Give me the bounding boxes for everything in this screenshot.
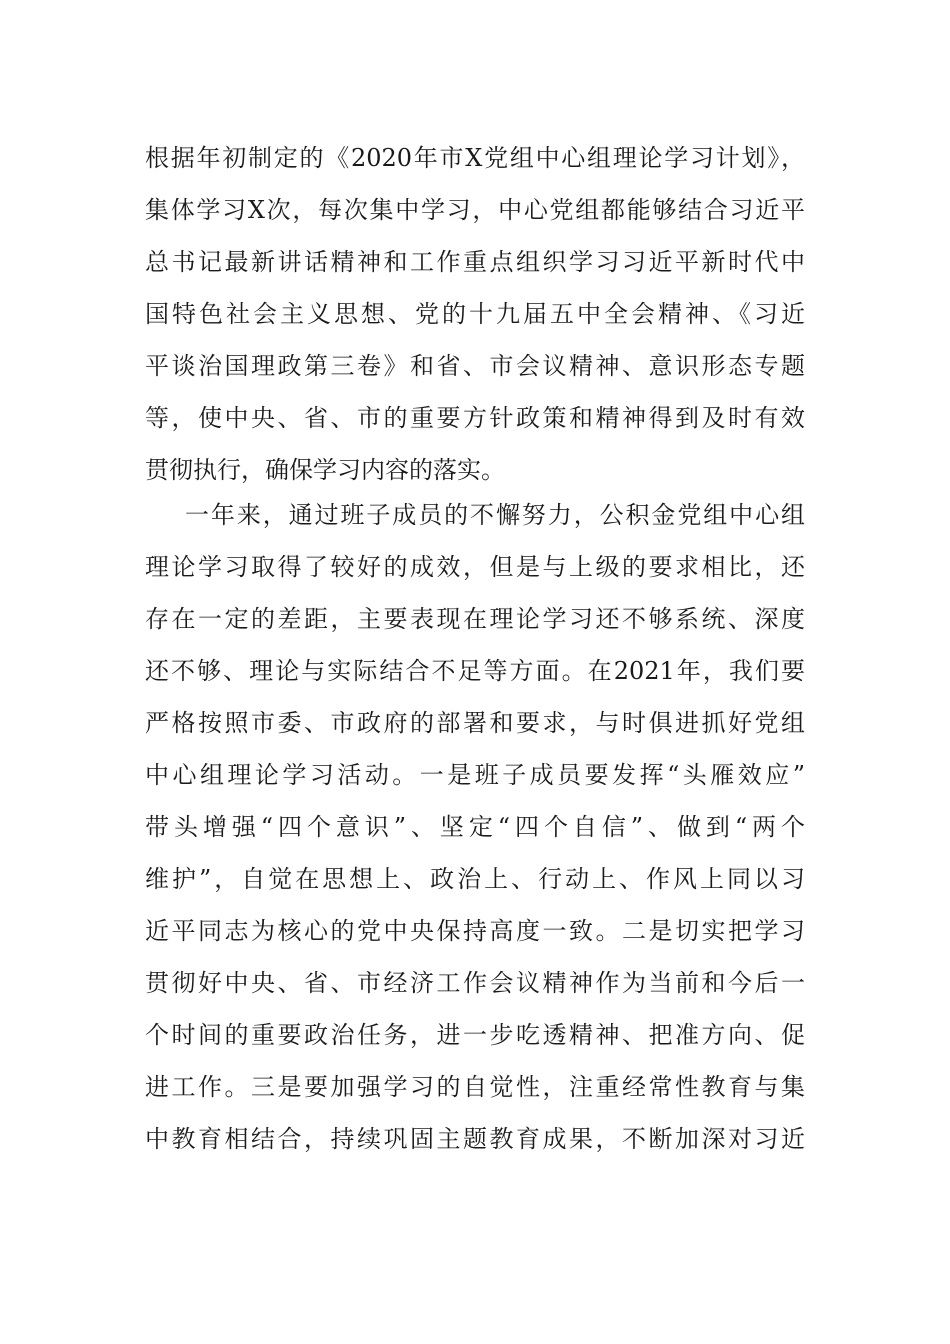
paragraph-line: 根据年初制定的《2020年市X党组中心组理论学习计划》， (145, 144, 805, 172)
paragraph-line: 进工作。三是要加强学习的自觉性，注重经常性教育与集 (145, 1073, 805, 1101)
paragraph-line: 平谈治国理政第三卷》和省、市会议精神、意识形态专题 (145, 352, 805, 380)
paragraph-line: 中心组理论学习活动。一是班子成员要发挥“头雁效应” (145, 761, 805, 789)
paragraph-line: 贯彻执行，确保学习内容的落实。 (145, 456, 505, 484)
paragraph-line: 中教育相结合，持续巩固主题教育成果，不断加深对习近 (145, 1125, 805, 1153)
paragraph-line: 集体学习X次，每次集中学习，中心党组都能够结合习近平 (145, 196, 805, 224)
paragraph-line: 维护”，自觉在思想上、政治上、行动上、作风上同以习 (145, 865, 805, 893)
paragraph-line: 严格按照市委、市政府的部署和要求，与时俱进抓好党组 (145, 709, 805, 737)
paragraph-line: 近平同志为核心的党中央保持高度一致。二是切实把学习 (145, 917, 805, 945)
paragraph-line: 一年来，通过班子成员的不懈努力，公积金党组中心组 (185, 501, 805, 529)
paragraph-line: 理论学习取得了较好的成效，但是与上级的要求相比，还 (145, 553, 805, 581)
paragraph-line: 等，使中央、省、市的重要方针政策和精神得到及时有效 (145, 404, 805, 432)
paragraph-line: 存在一定的差距，主要表现在理论学习还不够系统、深度 (145, 605, 805, 633)
paragraph-line: 国特色社会主义思想、党的十九届五中全会精神、《习近 (145, 300, 805, 328)
paragraph-line: 带头增强“四个意识”、坚定“四个自信”、做到“两个 (145, 813, 805, 841)
paragraph-line: 总书记最新讲话精神和工作重点组织学习习近平新时代中 (145, 248, 805, 276)
paragraph-line: 还不够、理论与实际结合不足等方面。在2021年，我们要 (145, 657, 805, 685)
paragraph-line (145, 1171, 805, 1211)
paragraph-line: 贯彻好中央、省、市经济工作会议精神作为当前和今后一 (145, 969, 805, 997)
paragraph-line: 个时间的重要政治任务，进一步吃透精神、把准方向、促 (145, 1021, 805, 1049)
